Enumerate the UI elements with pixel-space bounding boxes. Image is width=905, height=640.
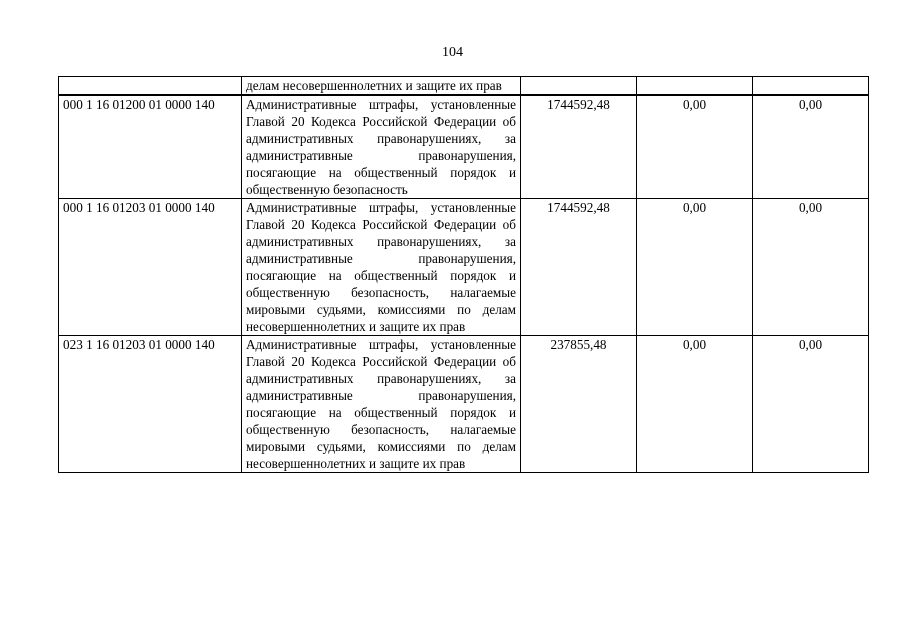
budget-table	[58, 76, 869, 473]
budget-code-cell	[59, 77, 242, 96]
amount-cell-2: 0,00	[637, 199, 753, 336]
budget-code-cell: 000 1 16 01200 01 0000 140	[59, 95, 242, 199]
income-name-cell: Административные штрафы, установленные Главой 20 Кодекса Российской Федерации об административных правонарушениях, за административные правонарушения, посягающие на общественный порядок и общественную безопасность, налагаемые мировыми судьями, комиссиями по делам несовершеннолетних и защите их прав	[242, 336, 521, 473]
income-name-cell: делам несовершеннолетних и защите их прав	[242, 77, 521, 96]
income-name-cell: Административные штрафы, установленные Главой 20 Кодекса Российской Федерации об административных правонарушениях, за административные правонарушения, посягающие на общественный порядок и общественную безопасность, налагаемые мировыми судьями, комиссиями по делам несовершеннолетних и защите их прав	[242, 199, 521, 336]
table-row	[59, 199, 869, 336]
income-name-cell: Административные штрафы, установленные Главой 20 Кодекса Российской Федерации об административных правонарушениях, за административные правонарушения, посягающие на общественный порядок и общественную безопасность	[242, 95, 521, 199]
amount-cell-2: 0,00	[637, 95, 753, 199]
budget-code-cell: 023 1 16 01203 01 0000 140	[59, 336, 242, 473]
amount-cell-3: 0,00	[753, 95, 869, 199]
amount-cell-3: 0,00	[753, 336, 869, 473]
budget-code-cell: 000 1 16 01203 01 0000 140	[59, 199, 242, 336]
table-row	[59, 77, 869, 96]
table-row	[59, 95, 869, 199]
amount-cell-1: 1744592,48	[521, 199, 637, 336]
table-row	[59, 336, 869, 473]
page-number: 104	[442, 45, 463, 60]
amount-cell-3	[753, 77, 869, 96]
amount-cell-3: 0,00	[753, 199, 869, 336]
amount-cell-1: 1744592,48	[521, 95, 637, 199]
amount-cell-1	[521, 77, 637, 96]
amount-cell-1: 237855,48	[521, 336, 637, 473]
amount-cell-2	[637, 77, 753, 96]
amount-cell-2: 0,00	[637, 336, 753, 473]
